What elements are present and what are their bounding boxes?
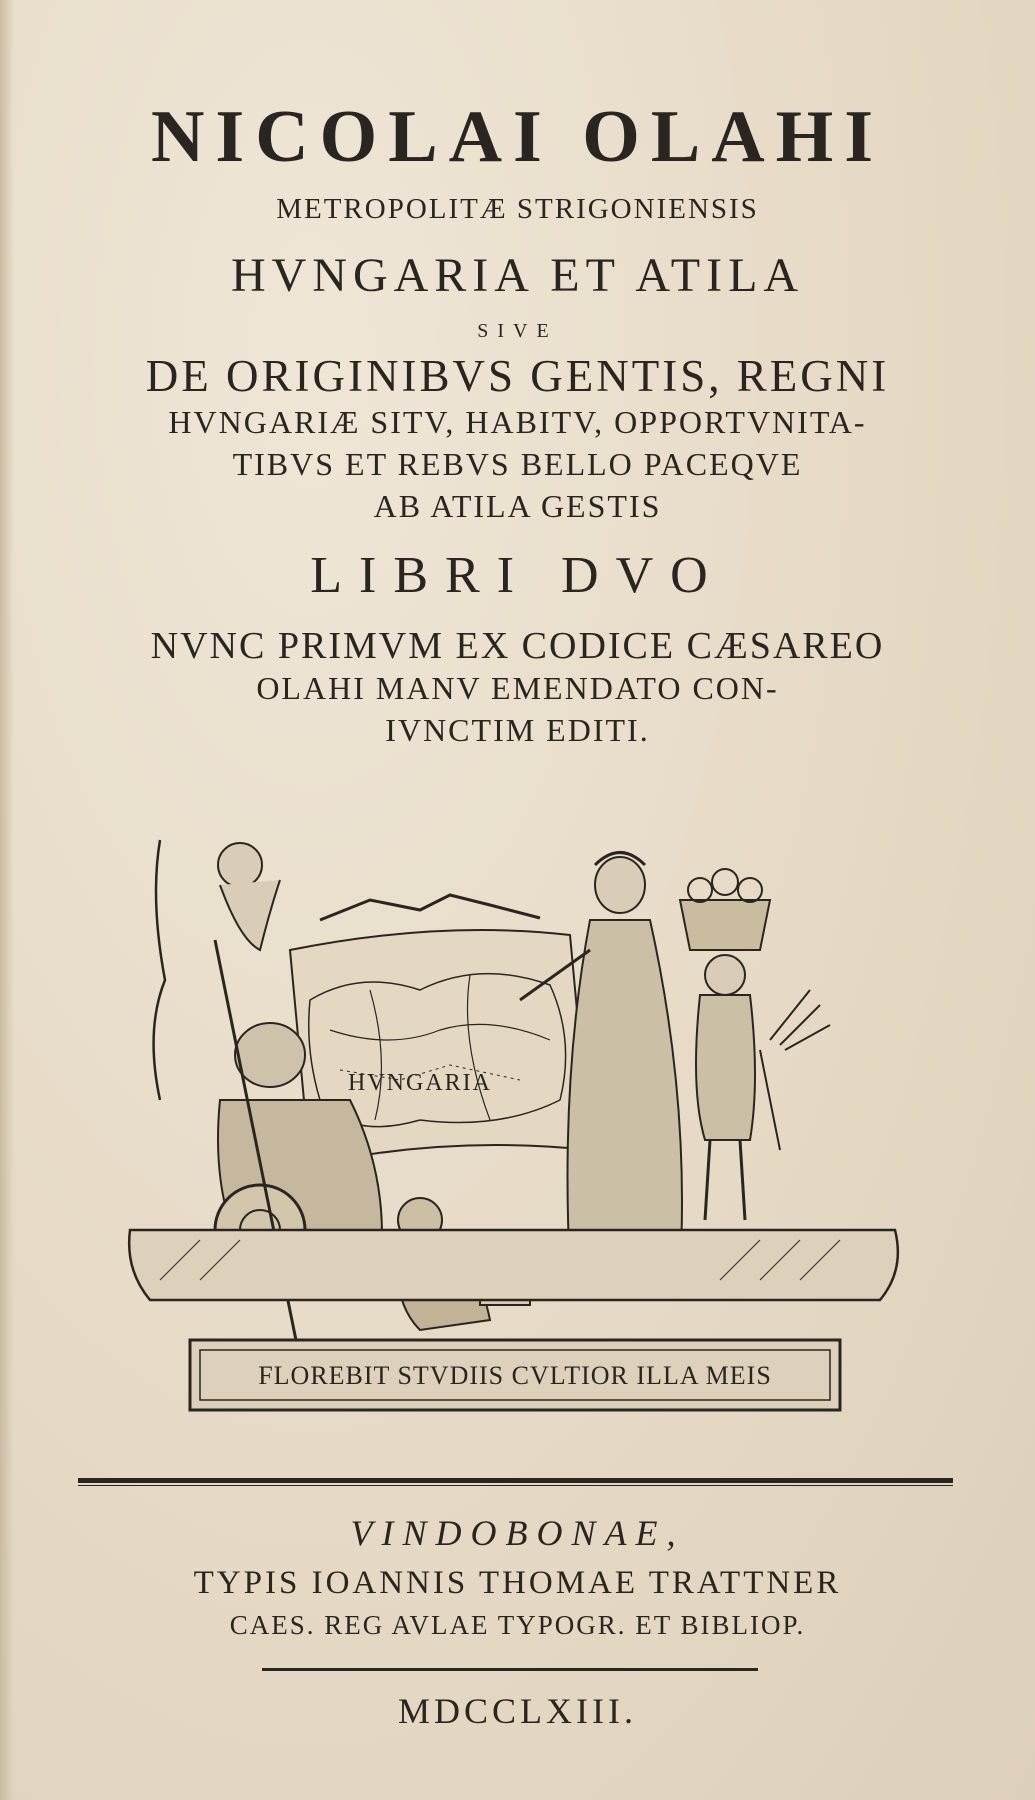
woman-head bbox=[595, 857, 645, 913]
imprint-printer: TYPIS IOANNIS THOMAE TRATTNER bbox=[193, 1565, 842, 1601]
subtitle-line: TIBVS ET REBVS BELLO PACEQVE bbox=[232, 446, 803, 482]
putto-left bbox=[218, 843, 262, 887]
subtitle-line: AB ATILA GESTIS bbox=[373, 488, 662, 524]
author-name: NICOLAI OLAHI bbox=[150, 96, 885, 178]
child-basket-body bbox=[696, 995, 755, 1140]
fruit-basket bbox=[680, 900, 770, 950]
woman-gown bbox=[568, 920, 683, 1270]
map-label: HVNGARIA bbox=[348, 1070, 492, 1096]
subtitle-line: DE ORIGINIBVS GENTIS, REGNI bbox=[145, 351, 890, 401]
title-connector: SIVE bbox=[477, 320, 558, 342]
edition-line: NVNC PRIMVM EX CODICE CÆSAREO bbox=[150, 625, 885, 667]
volume-count: LIBRI DVO bbox=[310, 547, 725, 604]
edition-line: IVNCTIM EDITI. bbox=[385, 712, 650, 748]
grapevine bbox=[154, 840, 165, 1100]
subtitle-line: HVNGARIÆ SITV, HABITV, OPPORTVNITA- bbox=[168, 404, 867, 440]
divider-thick bbox=[78, 1478, 953, 1486]
divider-thin bbox=[262, 1668, 758, 1671]
imprint-year: MDCCLXIII. bbox=[398, 1691, 637, 1731]
edition-line: OLAHI MANV EMENDATO CON- bbox=[256, 670, 779, 706]
wheat-sheaf bbox=[760, 990, 830, 1150]
child-basket-head bbox=[705, 955, 745, 995]
warrior-helmet bbox=[235, 1023, 305, 1087]
imprint-printer-title: CAES. REG AVLAE TYPOGR. ET BIBLIOP. bbox=[229, 1610, 806, 1640]
imprint-city: VINDOBONAE, bbox=[350, 1513, 685, 1553]
pedestal bbox=[129, 1230, 898, 1300]
allegorical-engraving bbox=[120, 800, 910, 1430]
motto-text: FLOREBIT STVDIIS CVLTIOR ILLA MEIS bbox=[258, 1361, 772, 1390]
author-role: METROPOLITÆ STRIGONIENSIS bbox=[276, 193, 759, 225]
mountain-range bbox=[320, 895, 540, 920]
book-title: HVNGARIA ET ATILA bbox=[230, 249, 805, 302]
